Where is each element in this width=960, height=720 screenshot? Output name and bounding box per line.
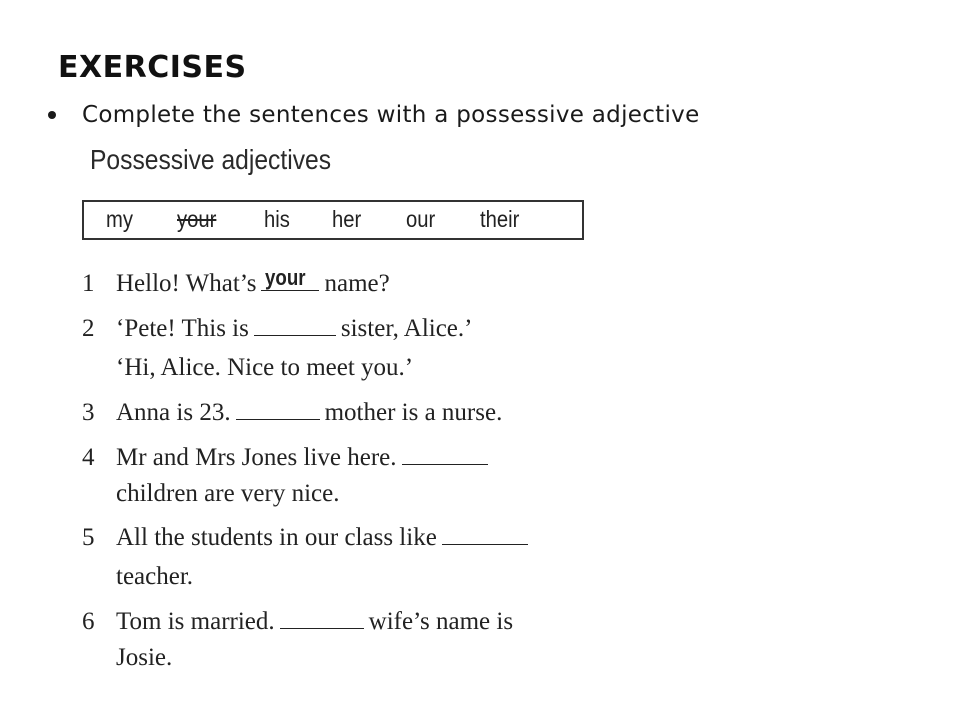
- question-text: ‘Pete! This is: [116, 315, 249, 342]
- answer-blank: [236, 399, 320, 420]
- question-text: Mr and Mrs Jones live here.: [116, 444, 397, 471]
- question-6: [116, 608, 513, 636]
- question-text: All the students in our class like: [116, 524, 437, 551]
- bullet-dot-icon: [48, 111, 56, 119]
- question-number: 4: [82, 444, 95, 471]
- question-text: Anna is 23.: [116, 399, 231, 426]
- question-4-line-2: children are very nice.: [116, 480, 340, 507]
- word-her: her: [332, 206, 362, 232]
- question-number: 5: [82, 524, 95, 551]
- question-number: 2: [82, 315, 95, 342]
- word-my: my: [106, 206, 133, 232]
- question-number: 3: [82, 399, 95, 426]
- question-text: Tom is married.: [116, 608, 275, 635]
- question-number: 6: [82, 608, 95, 635]
- question-5-line-2: teacher.: [116, 563, 194, 590]
- question-number: 1: [82, 270, 95, 297]
- question-text: wife’s name is: [368, 608, 514, 635]
- answer-blank: [280, 608, 364, 629]
- question-text: sister, Alice.’: [340, 315, 473, 342]
- question-2-line-2: ‘Hi, Alice. Nice to meet you.’: [116, 354, 414, 381]
- answer-blank: [254, 315, 336, 336]
- question-text: name?: [324, 270, 390, 297]
- question-text: mother is a nurse.: [324, 399, 503, 426]
- word-box: [82, 200, 584, 240]
- question-5: [116, 524, 533, 552]
- worksheet-heading: Possessive adjectives: [90, 144, 332, 175]
- answer-blank: [261, 265, 319, 291]
- answer-blank: [442, 524, 528, 545]
- word-their: their: [480, 206, 520, 232]
- question-text: Hello! What’s: [116, 270, 257, 297]
- question-3: [116, 399, 502, 427]
- word-your-struck: your: [177, 206, 217, 232]
- instruction-text: Complete the sentences with a possessive adjective: [82, 102, 700, 128]
- filled-answer: your: [265, 265, 307, 290]
- question-1: [116, 265, 390, 298]
- slide-title: EXERCISES: [58, 50, 247, 85]
- question-4: [116, 444, 493, 472]
- question-6-line-2: Josie.: [116, 644, 173, 671]
- word-his: his: [264, 206, 290, 232]
- question-2: [116, 315, 472, 343]
- instruction-bullet: [48, 102, 700, 128]
- answer-blank: [402, 444, 488, 465]
- word-our: our: [406, 206, 436, 232]
